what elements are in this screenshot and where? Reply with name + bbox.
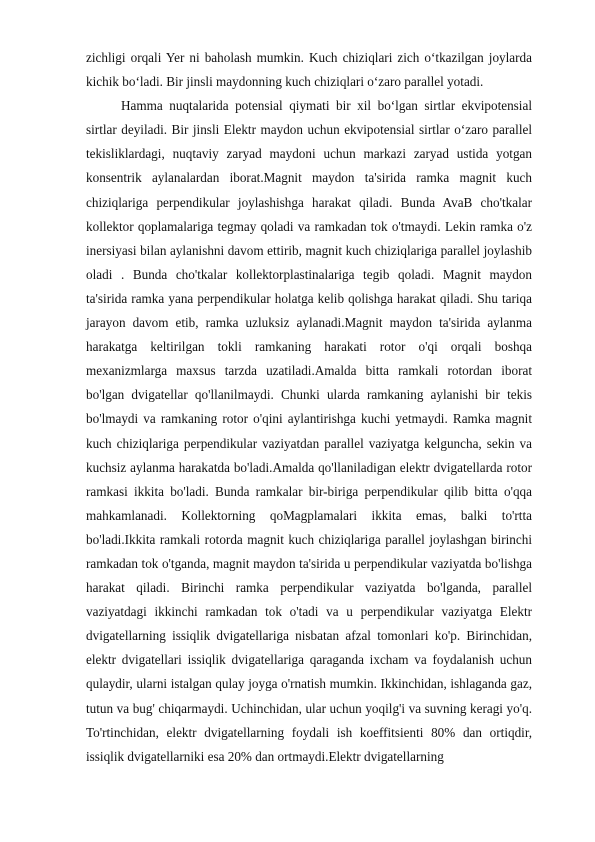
paragraph-1: zichligi orqali Yer ni baholash mumkin. Kuch chiziqlari zich oʻtkazilgan joylarda kichik boʻladi. Bir jinsli maydonning kuch chiziqlari oʻzaro parallel yotadi. [86, 50, 532, 90]
paragraph-2: Hamma nuqtalarida potensial qiymati bir xil boʻlgan sirtlar ekvipotensial sirtlar deyiladi. Bir jinsli Elektr maydon uchun ekvipotensial sirtlar oʻzaro parallel tekisliklardagi, nuqtaviy zaryad maydoni uchun markazi zaryad ustida yotgan konsentrik aylanalardan iborat.Magnit maydon ta'sirida ramka magnit kuch chiziqlariga perpendikular joylashishga harakat qiladi. Bunda AvaB cho'tkalar kollektor qoplamalariga tegmay qoladi va ramkadan tok o'tmaydi. Lekin ramka o'z inersiyasi bilan aylanishni davom ettirib, magnit kuch chiziqlariga parallel joylashib oladi . Bunda cho'tkalar kollektorplastinalariga tegib qoladi. Magnit maydon ta'sirida ramka yana perpendikular holatga kelib qolishga harakat qiladi. Shu tariqa jarayon davom etib, ramka uzluksiz aylanadi.Magnit maydon ta'sirida aylanma harakatga keltirilgan tokli ramkaning harakati rotor o'qi orqali boshqa mexanizmlarga maxsus tarzda uzatiladi.Amalda bitta ramkali rotordan iborat bo'lgan dvigatellar qo'llanilmaydi. Chunki ularda ramkaning aylanishi bir tekis bo'lmaydi va ramkaning rotor o'qini aylantirishga kuchi yetmaydi. Ramka magnit kuch chiziqlariga perpendikular vaziyatdan parallel vaziyatga kelguncha, sekin va kuchsiz aylanma harakatda bo'ladi.Amalda qo'llaniladigan elektr dvigatellarda rotor ramkasi ikkita bo'ladi. Bunda ramkalar bir-biriga perpendikular qilib bitta o'qqa mahkamlanadi. Kollektorning qoMagplamalari ikkita emas, balki to'rtta bo'ladi.Ikkita ramkali rotorda magnit kuch chiziqlariga parallel joylashgan birinchi ramkadan tok o'tganda, magnit maydon ta'sirida u perpendikular vaziyatda bo'lishga harakat qiladi. Birinchi ramka perpendikular vaziyatda bo'lganda, parallel vaziyatdagi ikkinchi ramkadan tok o'tadi va u perpendikular vaziyatga Elektr dvigatellarning issiqlik dvigatellariga nisbatan afzal tomonlari ko'p. Birinchidan, elektr dvigatellari issiqlik dvigatellariga qaraganda ixcham va foydalanish uchun qulaydir, ularni istalgan qulay joyga o'rnatish mumkin. Ikkinchidan, ishlaganda gaz, tutun va bug' chiqarmaydi. Uchinchidan, ular uchun yoqilg'i va suvning keragi yo'q. To'rtinchidan, elektr dvigatellarning foydali ish koeffitsienti 80% dan ortiqdir, issiqlik dvigatellarniki esa 20% dan ortmaydi.Elektr dvigatellarning [86, 98, 532, 764]
document-body [86, 46, 532, 769]
